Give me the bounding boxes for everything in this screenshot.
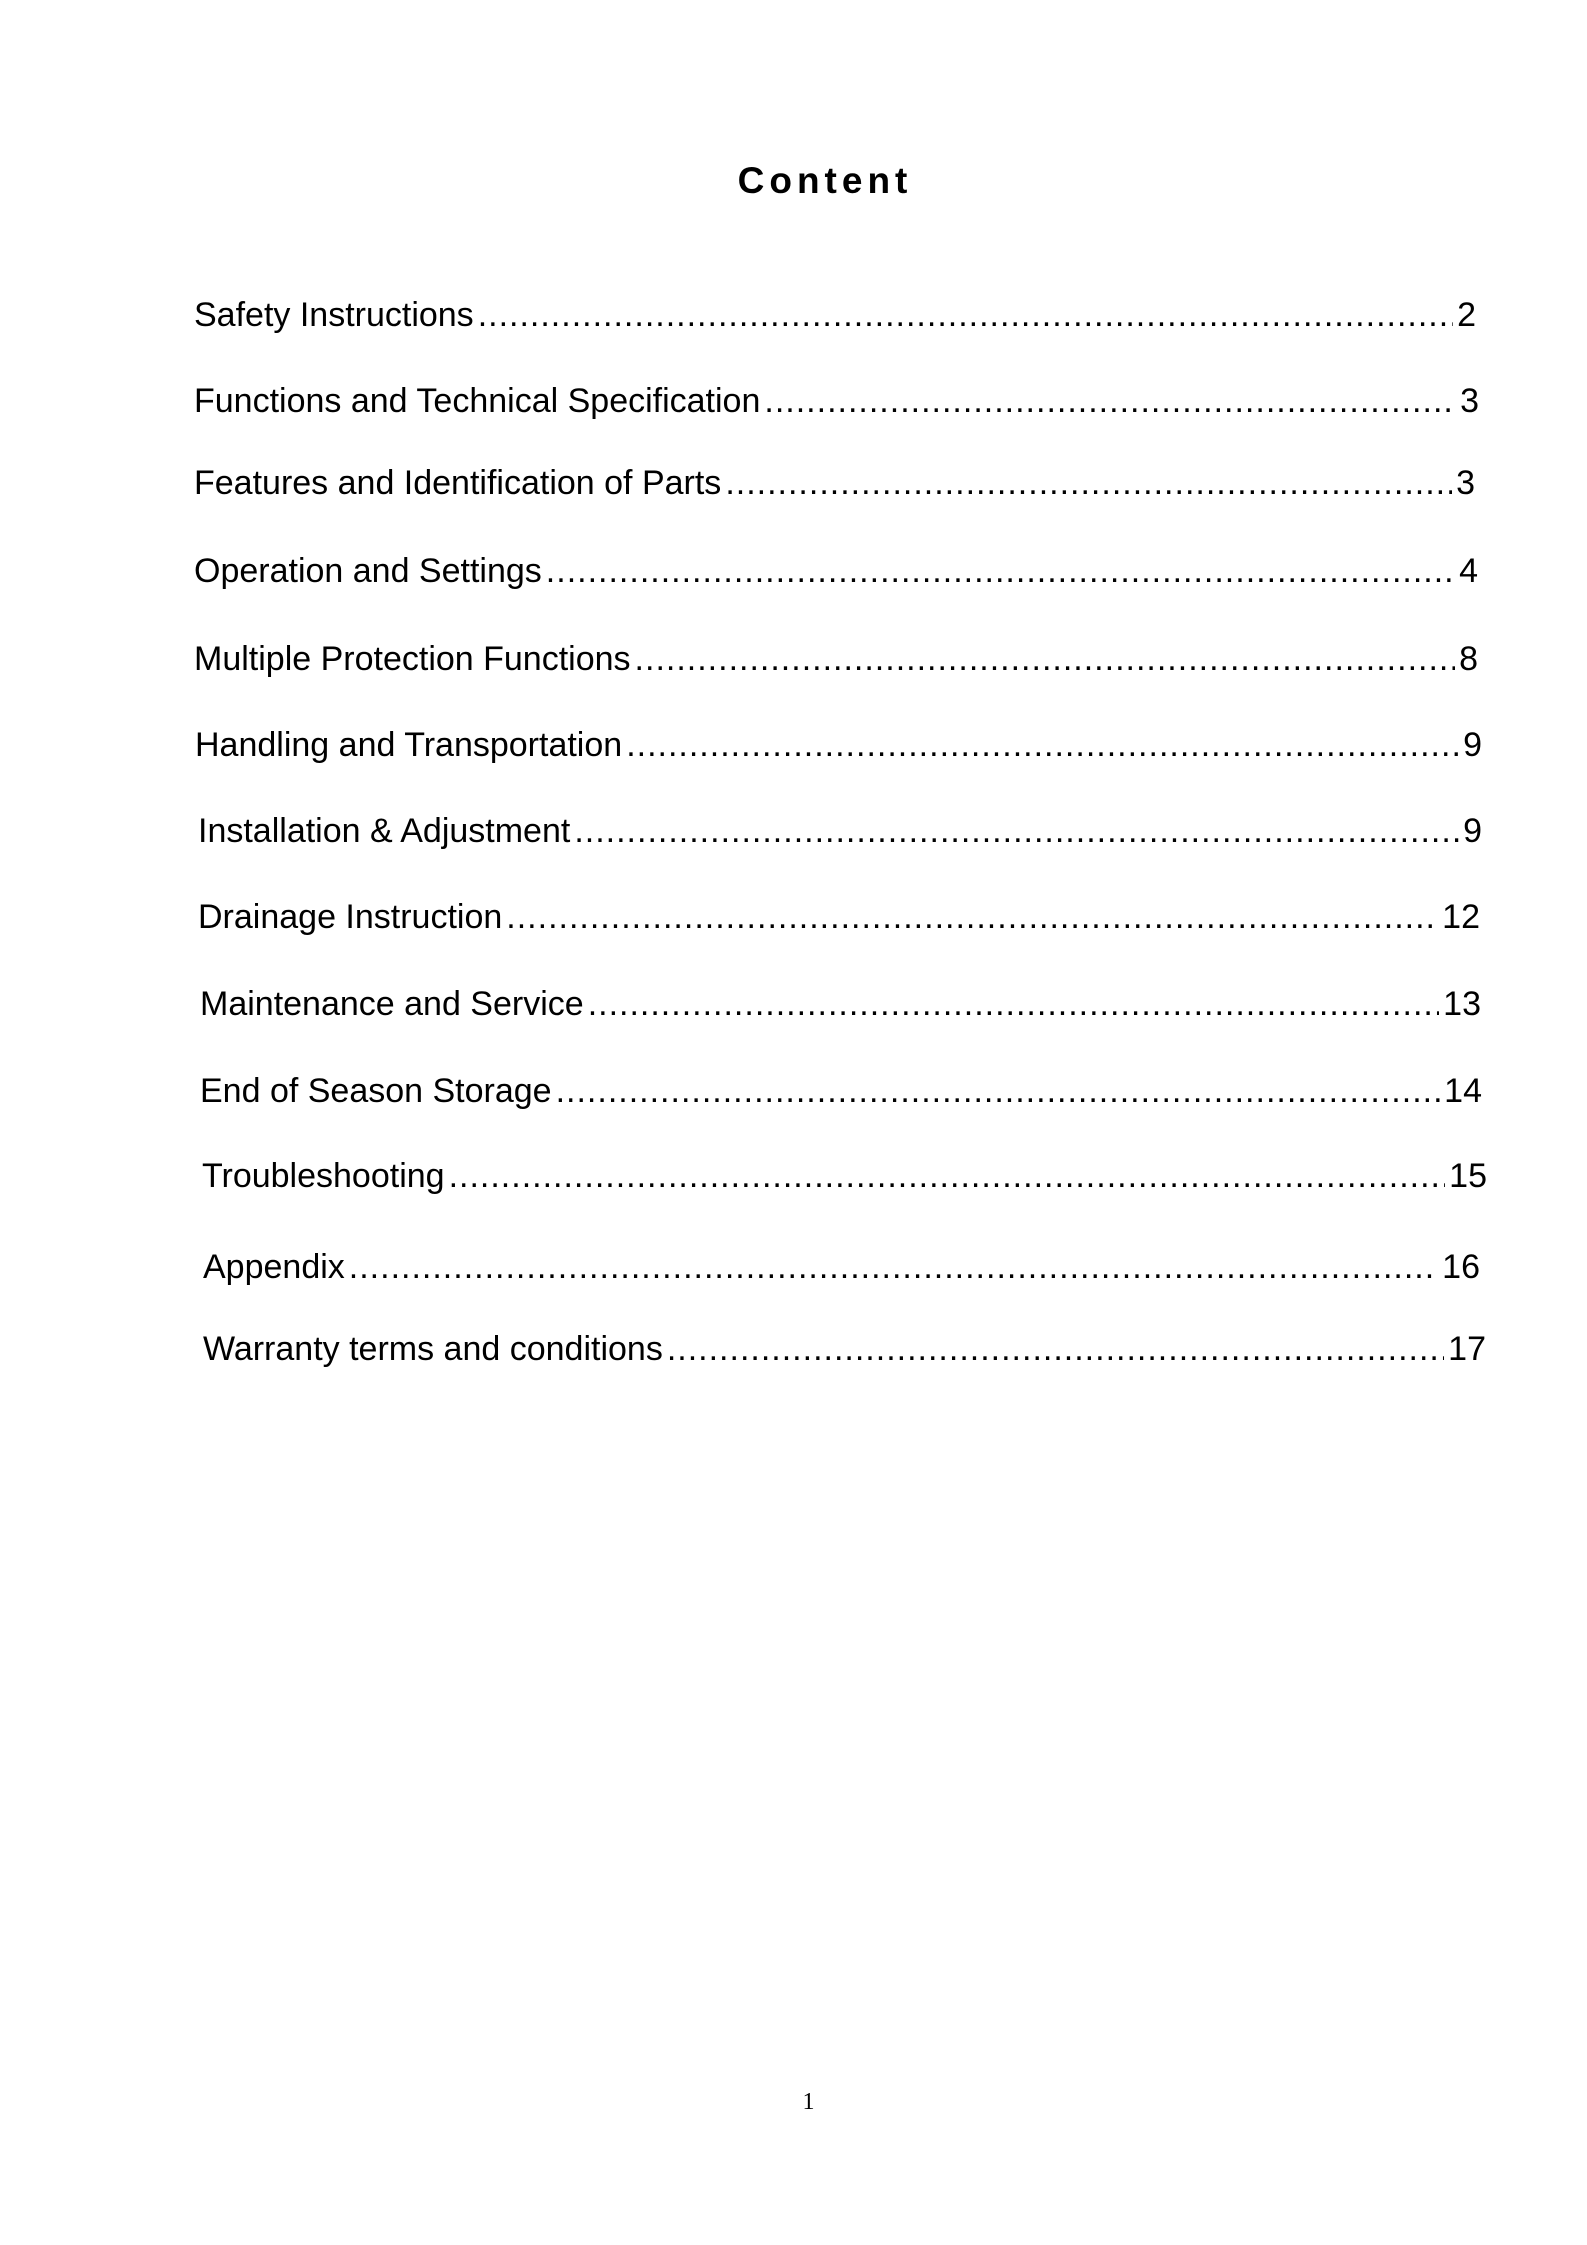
- toc-entry-label: Installation & Adjustment: [198, 812, 571, 850]
- toc-entry-warranty-terms[interactable]: [203, 1332, 1486, 1366]
- toc-entry-page: 9: [1463, 726, 1482, 764]
- toc-entry-label: Functions and Technical Specification: [194, 382, 761, 420]
- toc-entry-label: Maintenance and Service: [200, 985, 584, 1023]
- dot-leader: [764, 384, 1456, 418]
- toc-entry-label: Appendix: [203, 1248, 345, 1286]
- toc-entry-page: 17: [1448, 1330, 1486, 1368]
- toc-entry-page: 4: [1459, 552, 1478, 590]
- toc-entry-handling-transportation[interactable]: [195, 728, 1482, 762]
- toc-entry-functions-specification[interactable]: [194, 384, 1479, 418]
- dot-leader: [574, 814, 1459, 848]
- toc-entry-page: 3: [1456, 464, 1475, 502]
- dot-leader: [449, 1159, 1446, 1193]
- toc-entry-installation-adjustment[interactable]: [198, 814, 1482, 848]
- dot-leader: [546, 554, 1455, 588]
- toc-entry-label: Safety Instructions: [194, 296, 474, 334]
- toc-entry-drainage-instruction[interactable]: [198, 900, 1480, 934]
- toc-entry-label: Handling and Transportation: [195, 726, 623, 764]
- toc-entry-page: 3: [1460, 382, 1479, 420]
- toc-entry-multiple-protection[interactable]: [194, 642, 1478, 676]
- toc-entry-features-parts[interactable]: [194, 466, 1475, 500]
- toc-entry-end-of-season-storage[interactable]: [200, 1074, 1482, 1108]
- dot-leader: [626, 728, 1459, 762]
- toc-entry-page: 8: [1459, 640, 1478, 678]
- dot-leader: [478, 298, 1453, 332]
- dot-leader: [725, 466, 1452, 500]
- toc-entry-label: Warranty terms and conditions: [203, 1330, 663, 1368]
- toc-entry-label: Operation and Settings: [194, 552, 542, 590]
- toc-entry-page: 9: [1463, 812, 1482, 850]
- toc-entry-label: Features and Identification of Parts: [194, 464, 722, 502]
- toc-entry-label: Troubleshooting: [202, 1157, 445, 1195]
- toc-entry-troubleshooting[interactable]: [202, 1159, 1487, 1193]
- toc-entry-page: 14: [1444, 1072, 1482, 1110]
- dot-leader: [506, 900, 1438, 934]
- toc-entry-page: 12: [1442, 898, 1480, 936]
- toc-entry-page: 13: [1443, 985, 1481, 1023]
- toc-entry-label: Multiple Protection Functions: [194, 640, 631, 678]
- toc-entry-appendix[interactable]: [203, 1250, 1480, 1284]
- page-title: Content: [737, 160, 913, 201]
- dot-leader: [667, 1332, 1444, 1366]
- toc-entry-label: End of Season Storage: [200, 1072, 552, 1110]
- page-number: 1: [802, 2089, 815, 2115]
- dot-leader: [556, 1074, 1441, 1108]
- toc-entry-maintenance-service[interactable]: [200, 987, 1481, 1021]
- toc-entry-safety-instructions[interactable]: [194, 298, 1476, 332]
- dot-leader: [349, 1250, 1438, 1284]
- dot-leader: [635, 642, 1456, 676]
- toc-entry-page: 15: [1449, 1157, 1487, 1195]
- toc-entry-page: 16: [1442, 1248, 1480, 1286]
- toc-entry-page: 2: [1457, 296, 1476, 334]
- toc-entry-operation-settings[interactable]: [194, 554, 1478, 588]
- dot-leader: [588, 987, 1439, 1021]
- toc-entry-label: Drainage Instruction: [198, 898, 503, 936]
